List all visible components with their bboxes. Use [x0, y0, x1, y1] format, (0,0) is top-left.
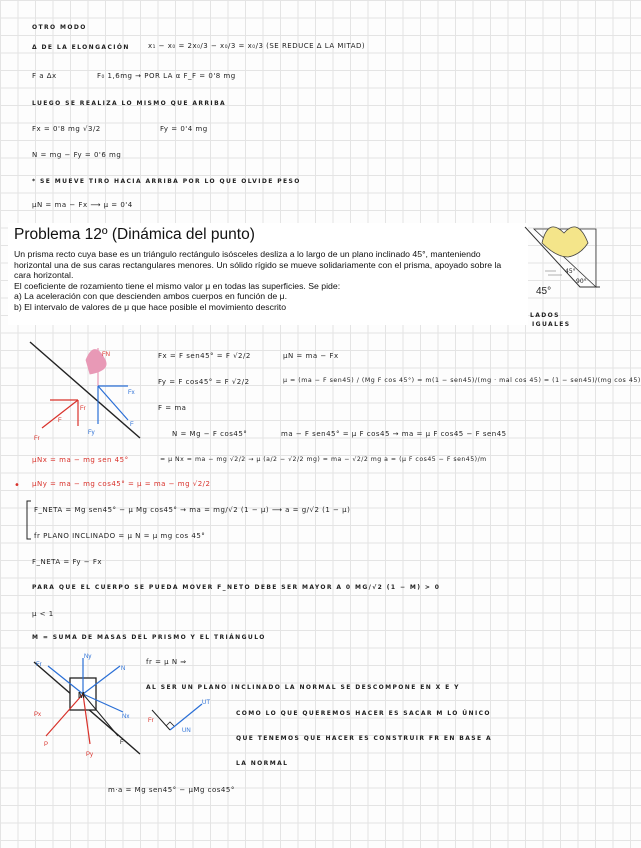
normal-axes-sketch — [146, 692, 216, 736]
note-line-5a: Fx = 0'8 mg √3/2 — [32, 125, 101, 133]
sol-mun-top: μN = ma − Fx — [283, 352, 339, 360]
sol-para-3: QUE TENEMOS QUE HACER ES CONSTRUIR FR EN BASE A — [236, 735, 493, 742]
label-px: Px — [34, 712, 42, 718]
sol-fma: F = ma — [158, 404, 187, 412]
sol-fx: Fx = F sen45° = F √2/2 — [158, 352, 251, 360]
problem-title: Problema 12º (Dinámica del punto) — [14, 226, 255, 243]
item-a: a) La aceleración con que descienden ambos cuerpos en función de μ. — [14, 291, 288, 302]
note-line-4: LUEGO SE REALIZA LO MISMO QUE ARRIBA — [32, 100, 227, 107]
label-nx: Nx — [122, 714, 130, 720]
label-fy: Fy — [88, 430, 95, 436]
label-f2: F — [120, 740, 124, 746]
mark-star: • — [14, 480, 21, 491]
sol-ma-eq: ma − F sen45° = μ F cos45 → ma = μ F cos45 − F sen45 — [281, 430, 507, 438]
label-fr: Fr — [80, 406, 86, 412]
sol-para-1: AL SER UN PLANO INCLINADO LA NORMAL SE DESCOMPONE EN X E Y — [146, 684, 460, 691]
sol-red-1: μNx = ma − mg sen 45° — [32, 456, 129, 464]
sol-fr-eq: fr = μ N ⇒ — [146, 658, 187, 666]
statement-paragraph: Un prisma recto cuya base es un triángulo rectángulo isósceles desliza a lo largo de un plano inclinado 45°, manteniendo horizontal una de sus caras rectangulares menores. Un sólido rígido se mueve solidariamente con el prisma, apoyado sobre la cara horizontal. — [14, 249, 502, 281]
sol-cond: PARA QUE EL CUERPO SE PUEDA MOVER F_NETO DEBE SER MAYOR A 0 MG/√2 (1 − Μ) > 0 — [32, 584, 441, 591]
sol-final: m·a = Mg sen45° − μMg cos45° — [108, 786, 235, 794]
label-f-small: F — [58, 418, 62, 424]
label-f: F — [130, 422, 134, 428]
bracket — [24, 500, 32, 540]
sol-m-def: M = SUMA DE MASAS DEL PRISMO Y EL TRIÁNGULO — [32, 634, 266, 641]
sol-mu-lt: μ < 1 — [32, 610, 54, 618]
note-line-2b: x₁ − x₀ = 2x₀/3 − x₀/3 = x₀/3 (SE REDUCE Δ LA MITAD) — [148, 42, 366, 50]
note-line-3b: F₀ 1,6mg → POR LA α F_F = 0'8 mg — [97, 72, 236, 80]
label-un: UN — [182, 728, 191, 734]
statement-paragraph-2: El coeficiente de rozamiento tiene el mismo valor μ en todas las superficies. Se pide: — [14, 280, 341, 291]
sol-fy: Fy = F cos45° = F √2/2 — [158, 378, 250, 386]
figure-note-2: IGUALES — [532, 321, 571, 328]
label-fn: FN — [102, 352, 110, 358]
note-line-2a: Δ DE LA ELONGACIÓN — [32, 44, 130, 51]
label-m: M — [78, 691, 85, 700]
sol-fr: fr PLANO INCLINADO = μ N = μ mg cos 45° — [34, 532, 206, 540]
label-p: P — [44, 742, 49, 748]
note-line-8: μN = ma − Fx ⟶ μ = 0'4 — [32, 201, 133, 209]
sol-red-1b: = μ Nx = ma − mg √2/2 → μ (a/2 − √2/2 mg) = ma − √2/2 mg a = (μ F cos45 − F sen45)/m — [160, 456, 487, 463]
label-fx: Fx — [128, 390, 135, 396]
figure-angle: 45° — [536, 286, 552, 297]
sol-fneta: F_NETA = Mg sen45° − μ Mg cos45° → ma = mg/√2 (1 − μ) ⟶ a = g/√2 (1 − μ) — [34, 506, 351, 514]
note-line-6: N = mg − Fy = 0'6 mg — [32, 151, 122, 159]
force-diagram-2 — [28, 652, 150, 762]
note-line-1: OTRO MODO — [32, 24, 87, 31]
sol-mu-eq: μ = (ma − F sen45) / (Mg F cos 45°) = m(1 − sen45)/(mg · mal cos 45) = (1 − sen45)/(mg cos 45) — [283, 377, 641, 384]
sol-para-2: COMO LO QUE QUEREMOS HACER ES SACAR Μ LO ÚNICO — [236, 710, 491, 717]
force-diagram-1 — [28, 340, 158, 450]
sol-fneta2: F_NETA = Fy − Fx — [32, 558, 103, 566]
sol-para-4: LA NORMAL — [236, 760, 289, 767]
item-b: b) El intervalo de valores de μ que hace posible el movimiento descrito — [14, 301, 287, 312]
label-ny: Ny — [84, 654, 92, 660]
sol-n-eq: N = Mg − F cos45° — [172, 430, 248, 438]
label-n: N — [121, 666, 126, 672]
figure-note-1: LADOS — [530, 312, 560, 319]
label-fr4: Fr — [148, 718, 154, 724]
label-fr3: Fr — [36, 662, 42, 668]
note-line-5b: Fy = 0'4 mg — [160, 125, 208, 133]
problem-statement — [14, 249, 514, 313]
figure-label-a: 45° — [565, 268, 576, 275]
note-line-7: * SE MUEVE TIRO HACIA ARRIBA POR LO QUE OLVIDE PESO — [32, 178, 301, 185]
label-ut: UT — [202, 700, 210, 706]
label-py: Py — [86, 752, 94, 758]
note-line-3a: F a Δx — [32, 72, 57, 80]
sol-red-2: μNy = ma − mg cos45° = μ = ma − mg √2/2 — [32, 480, 211, 488]
figure-label-b: 90° — [576, 278, 587, 285]
label-fr2: Fr — [34, 436, 40, 442]
